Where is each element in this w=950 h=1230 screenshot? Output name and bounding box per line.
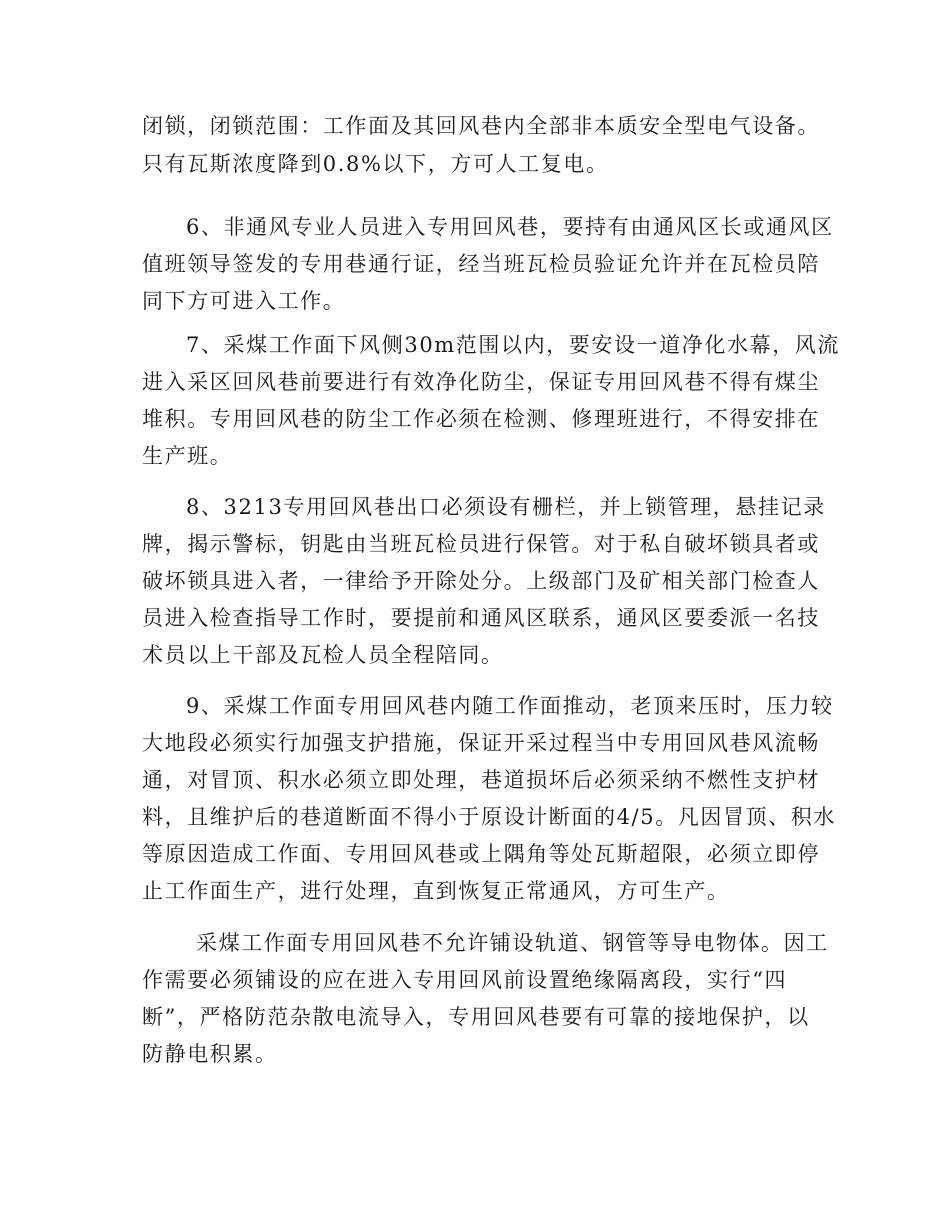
paragraph-6-line: 6、非通风专业人员进入专用回风巷，要持有由通风区长或通风区 <box>186 215 834 239</box>
paragraph-9-line: 9、采煤工作面专用回风巷内随工作面推动，老顶来压时，压力较 <box>186 694 834 718</box>
paragraph-7-line: 7、采煤工作面下风侧30m范围以内，要安设一道净化水幕，风流 <box>186 333 840 357</box>
paragraph-7-line: 生产班。 <box>142 444 233 468</box>
paragraph-8-line: 8、3213专用回风巷出口必须设有栅栏，并上锁管理，悬挂记录 <box>186 495 826 519</box>
paragraph-6-line: 值班领导签发的专用巷通行证，经当班瓦检员验证允许并在瓦检员陪 <box>142 252 820 276</box>
text-line: 只有瓦斯浓度降到0.8%以下，方可人工复电。 <box>142 152 609 176</box>
paragraph-9-line: 通，对冒顶、积水必须立即处理，巷道损坏后必须采纳不燃性支护材 <box>142 768 820 792</box>
paragraph-7-line: 堆积。专用回风巷的防尘工作必须在检测、修理班进行，不得安排在 <box>142 407 820 431</box>
paragraph-8-line: 员进入检查指导工作时，要提前和通风区联系，通风区要委派一名技 <box>142 606 820 630</box>
paragraph-9-line: 止工作面生产，进行处理，直到恢复正常通风，方可生产。 <box>142 879 730 903</box>
paragraph-7-line: 进入采区回风巷前要进行有效净化防尘，保证专用回风巷不得有煤尘 <box>142 370 820 394</box>
paragraph-8-line: 术员以上干部及瓦检人员全程陪同。 <box>142 643 504 667</box>
paragraph-8-line: 破坏锁具进入者，一律给予开除处分。上级部门及矿相关部门检查人 <box>142 569 820 593</box>
paragraph-9-line: 大地段必须实行加强支护措施，保证开采过程当中专用回风巷风流畅 <box>142 731 820 755</box>
paragraph-10-line: 防静电积累。 <box>142 1042 278 1066</box>
paragraph-10-line: 作需要必须铺设的应在进入专用回风前设置绝缘隔离段，实行“四 <box>142 968 788 992</box>
paragraph-9-line: 等原因造成工作面、专用回风巷或上隅角等处瓦斯超限，必须立即停 <box>142 842 820 866</box>
paragraph-6-line: 同下方可进入工作。 <box>142 289 346 313</box>
paragraph-10-line: 断”，严格防范杂散电流导入，专用回风巷要有可靠的接地保护，以 <box>142 1005 810 1029</box>
paragraph-8-line: 牌，揭示警标，钥匙由当班瓦检员进行保管。对于私自破坏锁具者或 <box>142 532 820 556</box>
text-line: 闭锁，闭锁范围：工作面及其回风巷内全部非本质安全型电气设备。 <box>142 114 820 138</box>
paragraph-9-line: 料，且维护后的巷道断面不得小于原设计断面的4/5。凡因冒顶、积水 <box>142 805 836 829</box>
paragraph-10-line: 采煤工作面专用回风巷不允许铺设轨道、钢管等导电物体。因工 <box>196 931 829 955</box>
